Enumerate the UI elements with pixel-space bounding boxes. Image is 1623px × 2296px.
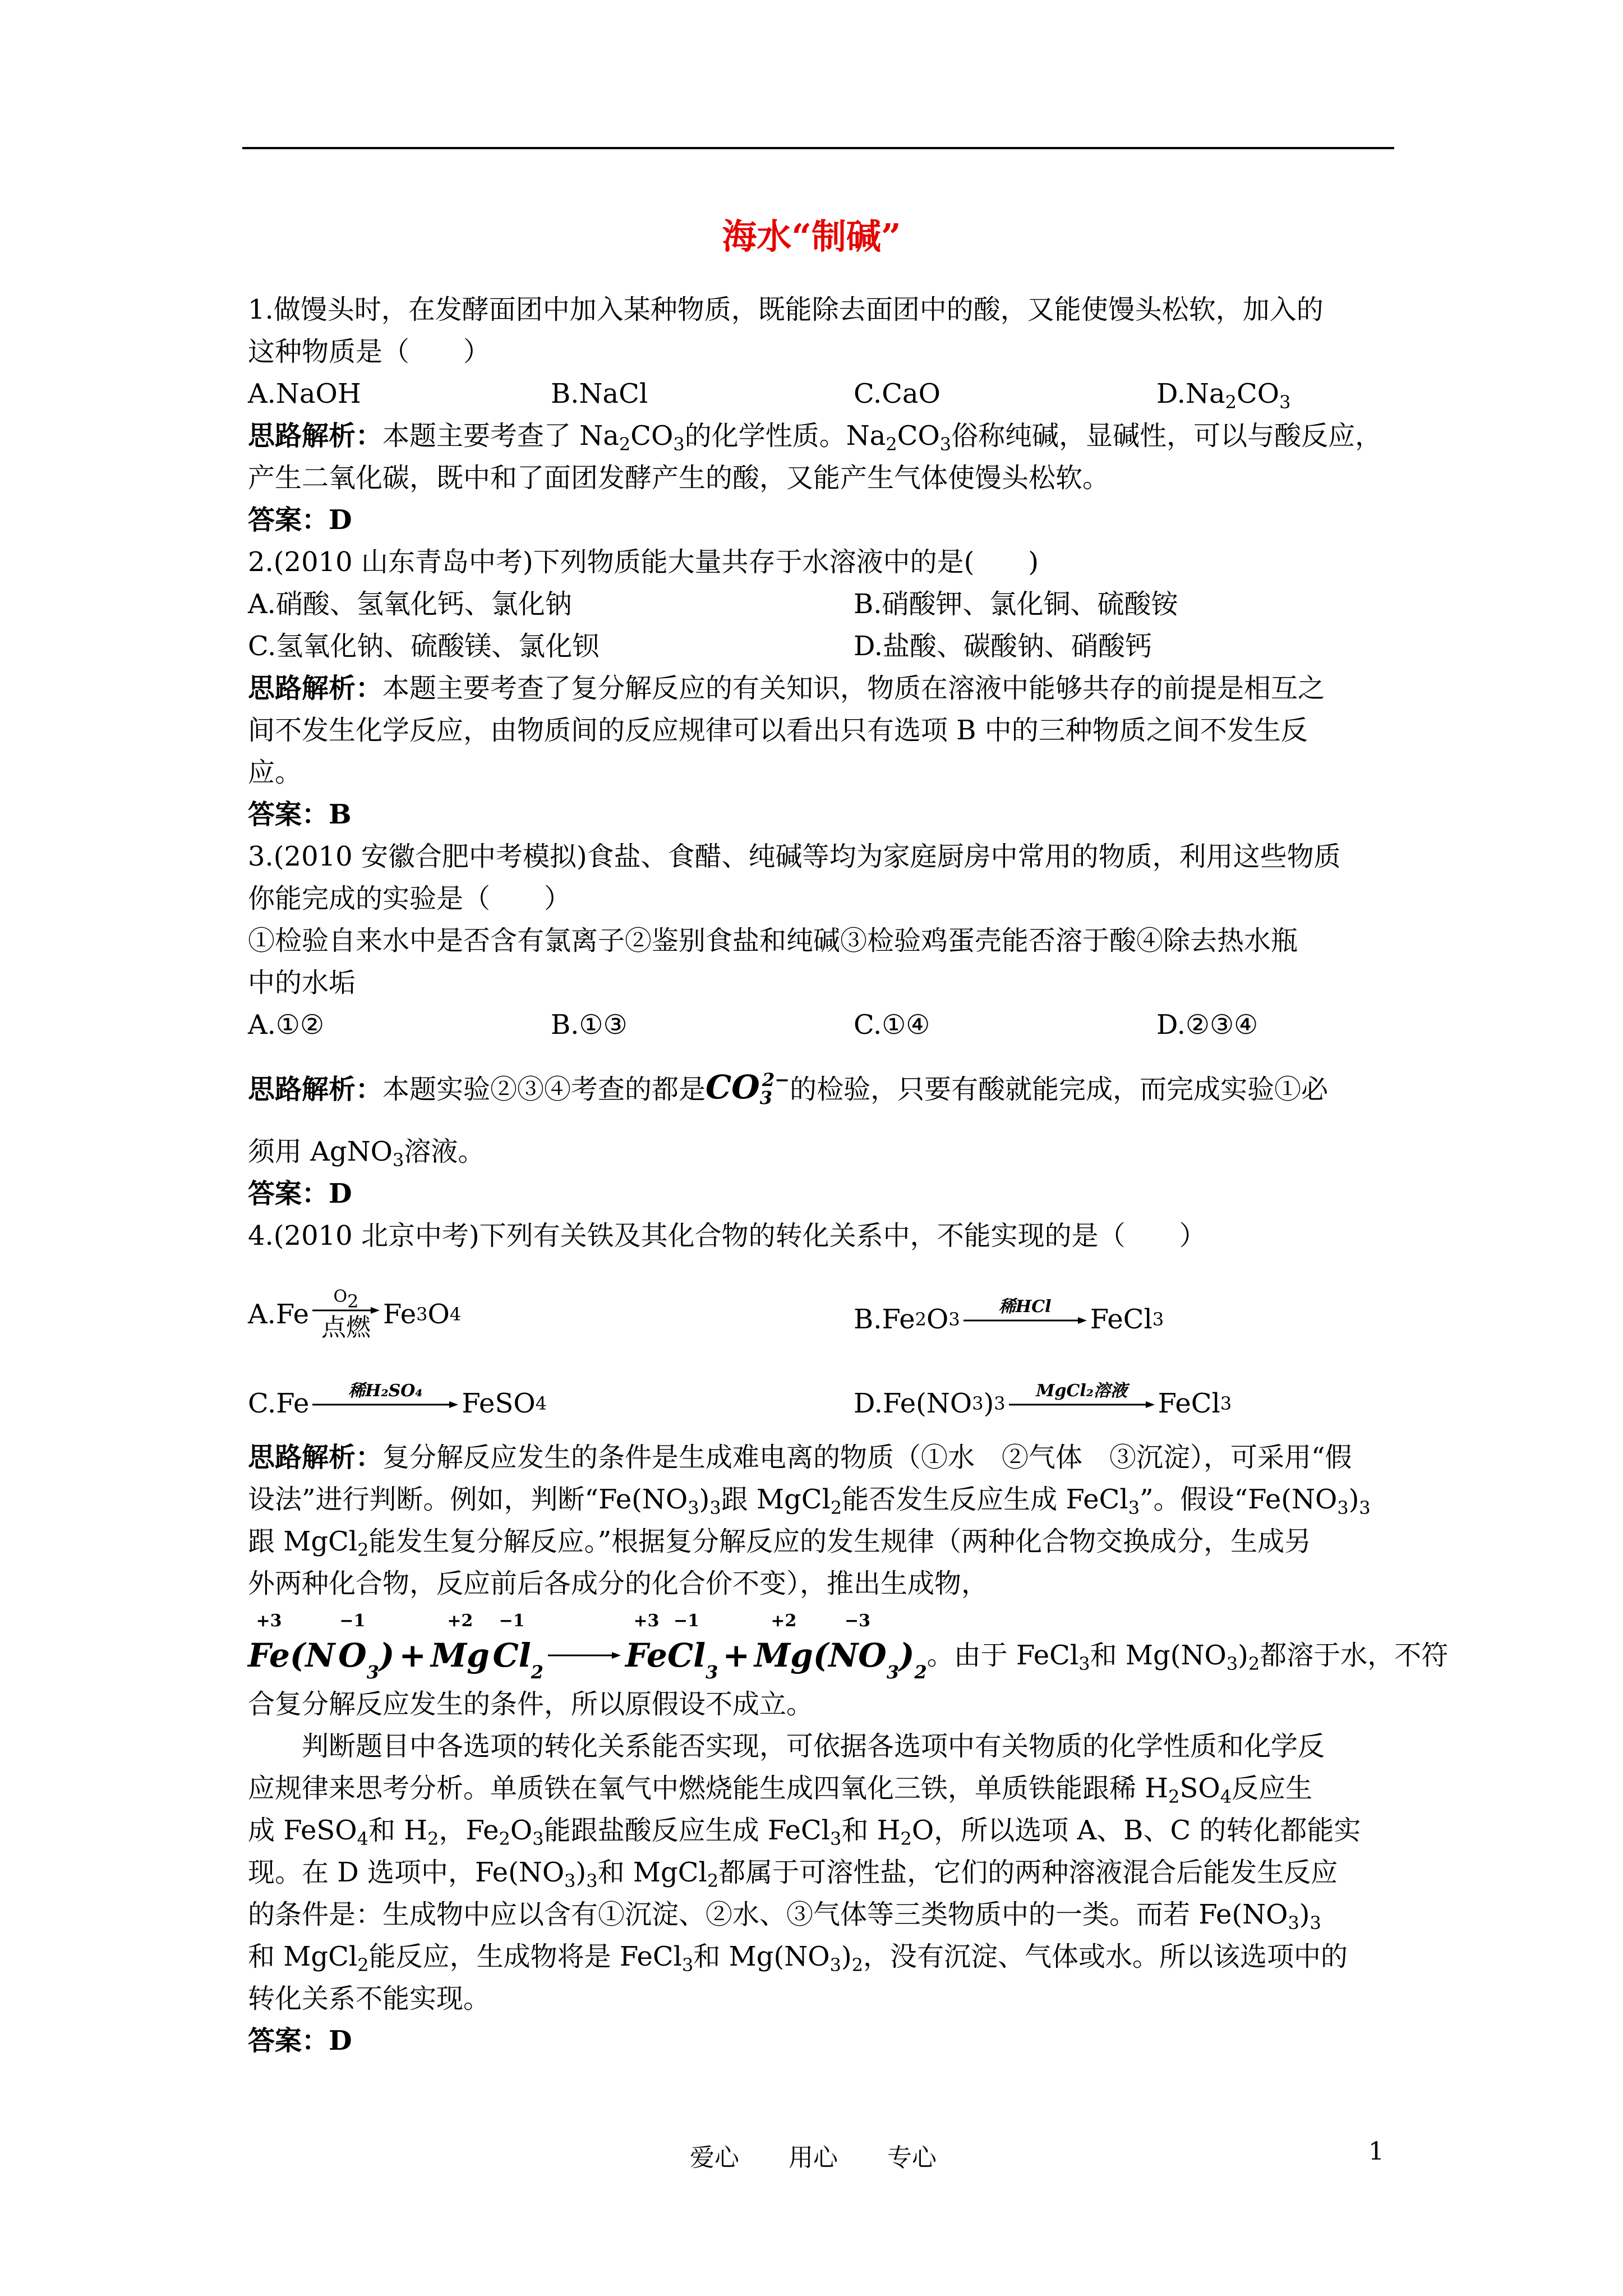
q1-options [248, 373, 1394, 415]
q1-stem-line2: 这种物质是（ ） [248, 336, 491, 367]
q2-option-c: C.氢氧化钠、硫酸镁、氯化钡 [248, 631, 600, 662]
q3-stem-line1: 3.(2010 安徽合肥中考模拟)食盐、食醋、纯碱等均为家庭厨房中常用的物质，利用这些物质 [248, 841, 1341, 872]
arrow-d: MgCl₂溶液 [1009, 1382, 1155, 1409]
q2-stem: 2.(2010 山东青岛中考)下列物质能大量共存于水溶液中的是( ) [248, 546, 1039, 578]
footer-slogan: 爱心 用心 专心 [690, 2143, 937, 2172]
q4-analysis-line3: 跟 MgCl$_2$能发生复分解反应。”根据复分解反应的发生规律（两种化合物交换成分，生成另 [248, 1526, 1312, 1561]
q4-option-c: C.Fe 稀H₂SO₄ FeSO 4 [248, 1381, 547, 1419]
q4-para2-line3: 成 FeSO$_4$和 $H_2$，$Fe_2O_3$能跟盐酸反应生成 FeCl$_3$和 $H_2O$，所以选项 A、B、C 的转化都能实 [248, 1815, 1361, 1849]
arrow-b: 稀HCl [963, 1297, 1087, 1324]
q1-answer: 答案：D [248, 504, 352, 536]
q4-para2-line2: 应规律来思考分析。单质铁在氧气中燃烧能生成四氧化三铁，单质铁能跟稀 $H_2SO_4$反应生 [248, 1773, 1313, 1807]
q1-option-b: B.NaCl [551, 378, 648, 409]
q3-options [248, 1004, 1394, 1046]
q3-answer: 答案：D [248, 1178, 352, 1209]
q4-options-row1 [248, 1257, 1394, 1341]
header-rule [242, 147, 1394, 149]
q3-option-a: A.①② [248, 1009, 324, 1041]
q2-answer: 答案：B [248, 799, 352, 830]
q3-analysis-line2: 须用 AgNO$_3$溶液。 [248, 1136, 485, 1171]
q4-analysis-line4: 外两种化合物，反应前后各成分的化合价不变），推出生成物， [248, 1568, 989, 1599]
q4-analysis-line2: 设法”进行判断。例如，判断“$Fe(NO_3)_3$跟 MgCl$_2$能否发生反应生成 FeCl$_3$”。假设“$Fe(NO_3)_3$ [248, 1484, 1371, 1519]
reaction-arrow [548, 1650, 621, 1661]
q4-analysis-line1: 思路解析：复分解反应发生的条件是生成难电离的物质（①水 ②气体 ③沉淀），可采用“假 [248, 1442, 1352, 1473]
q4-stem: 4.(2010 北京中考)下列有关铁及其化合物的转化关系中，不能实现的是（ ） [248, 1220, 1206, 1251]
q1-analysis-line2: 产生二氧化碳，既中和了面团发酵产生的酸，又能产生气体使馒头松软。 [248, 462, 1110, 494]
q4-para2-line5: 的条件是：生成物中应以含有①沉淀、②水、③气体等三类物质中的一类。而若 $Fe(NO_3)_3$ [248, 1899, 1321, 1934]
q4-option-a: A.Fe $O_2$ 点燃 Fe 3 O 4 [248, 1287, 462, 1342]
q4-equation-line [248, 1605, 1449, 1683]
q4-para2-line7: 转化关系不能实现。 [248, 1983, 491, 2014]
q3-items-line1: ①检验自来水中是否含有氯离子②鉴别食盐和纯碱③检验鸡蛋壳能否溶于酸④除去热水瓶 [248, 925, 1298, 956]
q3-stem-line2: 你能完成的实验是（ ） [248, 883, 571, 914]
q4-option-b: B.Fe 2 O 3 稀HCl FeCl 3 [854, 1297, 1164, 1335]
q2-option-d: D.盐酸、碳酸钠、硝酸钙 [854, 631, 1152, 662]
content [248, 289, 1449, 2062]
arrow-a: $O_2$ 点燃 [312, 1287, 380, 1341]
q2-option-b: B.硝酸钾、氯化铜、硫酸铵 [854, 588, 1178, 620]
q1-option-c: C.CaO [854, 378, 940, 409]
q2-options-row1 [248, 583, 1394, 625]
q4-equation-tail: 。由于 FeCl$_3$和 $Mg(NO_3)_2$都溶于水，不符 [926, 1640, 1449, 1674]
q1-option-d: $D.Na_2CO_3$ [1156, 378, 1291, 413]
arrow-c: 稀H₂SO₄ [312, 1382, 458, 1409]
carbonate-ion: $CO_3^{2-}$ [706, 1068, 790, 1108]
q4-options-row2 [248, 1341, 1394, 1425]
q2-analysis-line3: 应。 [248, 757, 302, 788]
valence-equation: +3 Fe ( N −1 O 3 ) + +2 Mg −1 Cl 2 +3 Fe −1 Cl 3 + +2 Mg ( −3 NO 3 ) 2 [248, 1611, 927, 1683]
q1-analysis-line1: 思路解析：本题主要考查了 $Na_2CO_3$的化学性质。$Na_2CO_3$俗称纯碱，显碱性，可以与酸反应， [248, 420, 1382, 455]
q3-items-line2: 中的水垢 [248, 967, 356, 999]
q4-option-d: D.Fe(NO 3 ) 3 MgCl₂溶液 FeCl 3 [854, 1381, 1232, 1419]
q3-option-b: B.①③ [551, 1009, 628, 1041]
q2-options-row2 [248, 625, 1394, 668]
q2-option-a: A.硝酸、氢氧化钙、氯化钠 [248, 588, 572, 620]
q2-analysis-line2: 间不发生化学反应，由物质间的反应规律可以看出只有选项 B 中的三种物质之间不发生反 [248, 715, 1308, 746]
q3-analysis-line1: 思路解析：本题实验②③④考查的都是$CO_3^{2-}$的检验，只要有酸就能完成，而完成实验①必 [248, 1068, 1329, 1108]
q1-stem-line1: 1.做馒头时，在发酵面团中加入某种物质，既能除去面团中的酸，又能使馒头松软，加入的 [248, 294, 1324, 325]
q4-para2-line4: 现。在 D 选项中，$Fe(NO_3)_3$和 MgCl$_2$都属于可溶性盐，它们的两种溶液混合后能发生反应 [248, 1857, 1338, 1892]
page-number: 1 [1368, 2137, 1384, 2166]
q4-answer: 答案：D [248, 2025, 352, 2056]
q4-analysis-line6: 合复分解反应发生的条件，所以原假设不成立。 [248, 1688, 814, 1720]
q3-option-c: C.①④ [854, 1009, 930, 1041]
q1-option-a: A.NaOH [248, 378, 361, 409]
q4-para2-line1: 判断题目中各选项的转化关系能否实现，可依据各选项中有关物质的化学性质和化学反 [302, 1731, 1325, 1762]
q3-option-d: D.②③④ [1156, 1009, 1258, 1041]
page-title: 海水“制碱” [722, 216, 901, 257]
q2-analysis-line1: 思路解析：本题主要考查了复分解反应的有关知识，物质在溶液中能够共存的前提是相互之 [248, 673, 1325, 704]
q4-para2-line6: 和 MgCl$_2$能反应，生成物将是 FeCl$_3$和 $Mg(NO_3)_2$，没有沉淀、气体或水。所以该选项中的 [248, 1941, 1348, 1976]
